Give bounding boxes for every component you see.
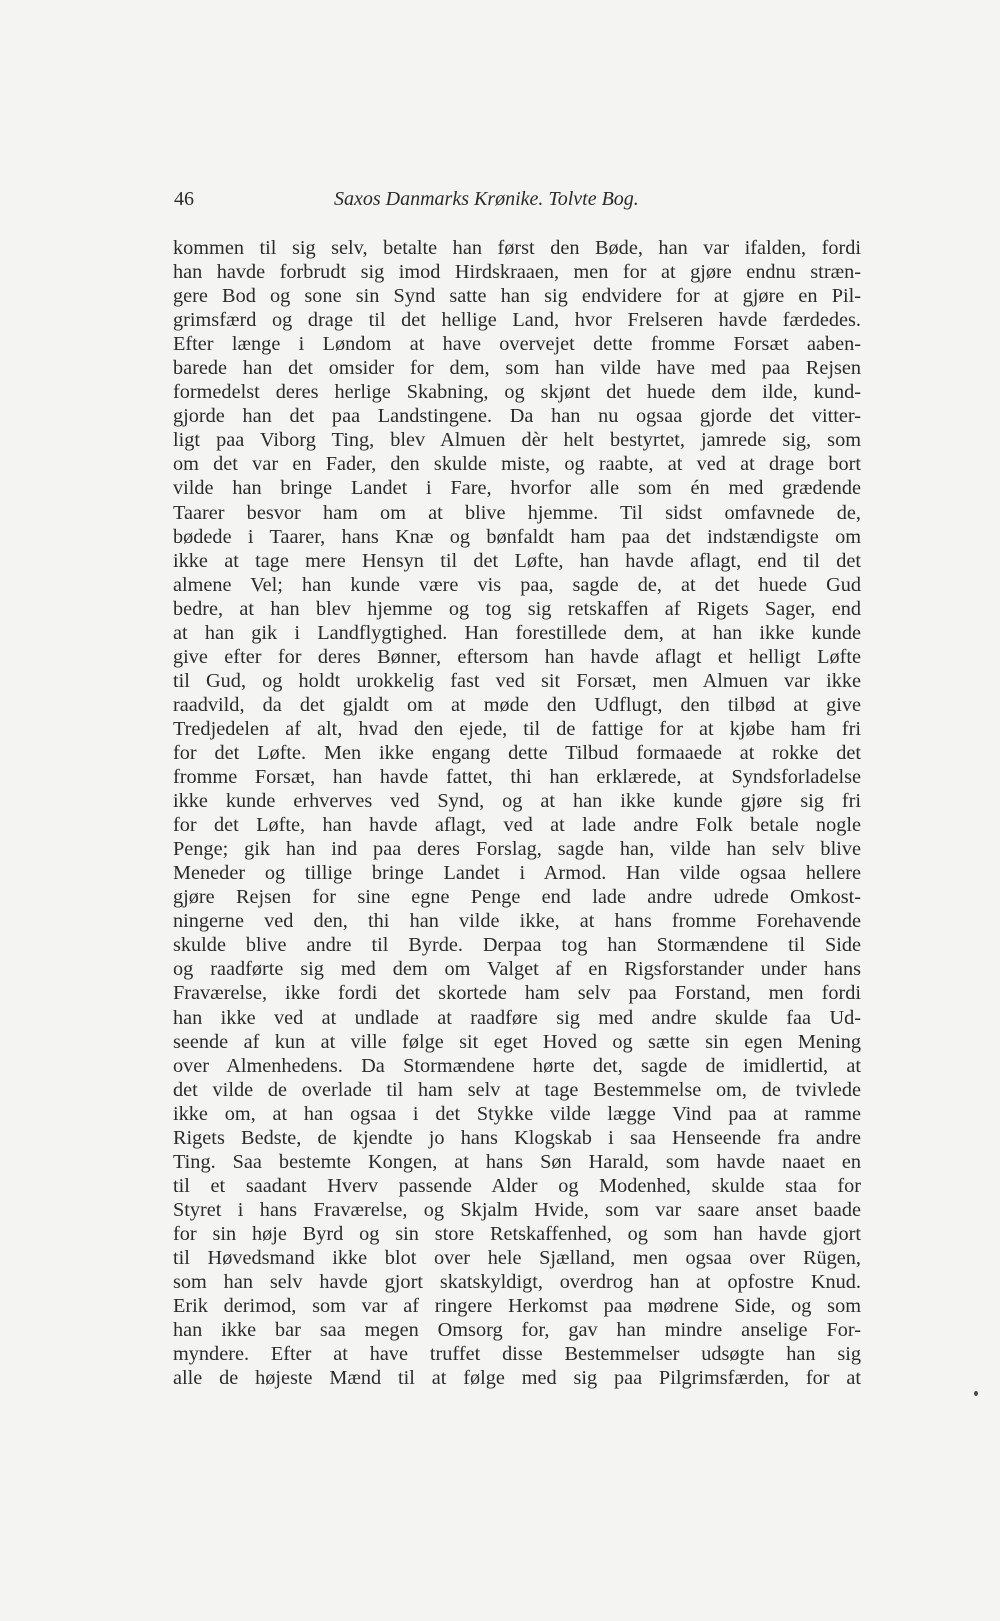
text-line: at han gik i Landflygtighed. Han forestillede dem, at han ikke kunde	[173, 621, 861, 644]
text-line: Taarer besvor ham om at blive hjemme. Til sidst omfavnede de,	[173, 501, 861, 524]
text-line: grimsfærd og drage til det hellige Land, hvor Frelseren havde færdedes.	[173, 309, 861, 332]
text-line: Styret i hans Fraværelse, og Skjalm Hvide, som var saare anset baade	[173, 1198, 861, 1221]
text-line: bødede i Taarer, hans Knæ og bønfaldt ham paa det indstændigste om	[173, 525, 861, 548]
print-speck	[974, 1391, 978, 1396]
text-line: Ting. Saa bestemte Kongen, at hans Søn Harald, som havde naaet en	[173, 1150, 861, 1173]
text-line: ningerne ved den, thi han vilde ikke, at hans fromme Forehavende	[173, 910, 861, 933]
text-line: formedelst deres herlige Skabning, og skjønt det huede dem ilde, kund-	[173, 381, 861, 404]
text-line: Penge; gik han ind paa deres Forslag, sagde han, vilde han selv blive	[173, 838, 861, 861]
text-line: ikke at tage mere Hensyn til det Løfte, han havde aflagt, end til det	[173, 549, 861, 572]
body-text	[173, 236, 861, 1390]
text-line: gjorde han det paa Landstingene. Da han nu ogsaa gjorde det vitter-	[173, 405, 861, 428]
text-line: for det Løfte, han havde aflagt, ved at lade andre Folk betale nogle	[173, 814, 861, 837]
text-line: alle de højeste Mænd til at følge med sig paa Pilgrimsfærden, for at	[173, 1367, 861, 1390]
text-line: barede han det omsider for dem, som han vilde have med paa Rejsen	[173, 357, 861, 380]
text-line: Tredjedelen af alt, hvad den ejede, til de fattige for at kjøbe ham fri	[173, 717, 861, 740]
text-line: for det Løfte. Men ikke engang dette Tilbud formaaede at rokke det	[173, 741, 861, 764]
text-line: han havde forbrudt sig imod Hirdskraaen, men for at gjøre endnu stræn-	[173, 261, 861, 284]
text-line: raadvild, da det gjaldt om at møde den Udflugt, den tilbød at give	[173, 693, 861, 716]
text-line: Fraværelse, ikke fordi det skortede ham selv paa Forstand, men fordi	[173, 982, 861, 1005]
text-line: gjøre Rejsen for sine egne Penge end lade andre udrede Omkost-	[173, 886, 861, 909]
text-line: til Gud, og holdt urokkelig fast ved sit Forsæt, men Almuen var ikke	[173, 669, 861, 692]
text-line: Erik derimod, som var af ringere Herkomst paa mødrene Side, og som	[173, 1295, 861, 1318]
text-line: som han selv havde gjort skatskyldigt, overdrog han at opfostre Knud.	[173, 1271, 861, 1294]
text-line: om det var en Fader, den skulde miste, og raabte, at ved at drage bort	[173, 453, 861, 476]
text-line: kommen til sig selv, betalte han først den Bøde, han var ifalden, fordi	[173, 237, 861, 259]
text-line: almene Vel; han kunde være vis paa, sagde de, at det huede Gud	[173, 573, 861, 596]
text-line: han ikke ved at undlade at raadføre sig med andre skulde faa Ud-	[173, 1006, 861, 1029]
page-number: 46	[174, 188, 194, 210]
text-line: til Høvedsmand ikke blot over hele Sjælland, men ogsaa over Rügen,	[173, 1246, 861, 1269]
text-line: gere Bod og sone sin Synd satte han sig endvidere for at gjøre en Pil-	[173, 285, 861, 308]
text-line: bedre, at han blev hjemme og tog sig retskaffen af Rigets Sager, end	[173, 597, 861, 620]
text-line: skulde blive andre til Byrde. Derpaa tog han Stormændene til Side	[173, 934, 861, 957]
text-line: Efter længe i Løndom at have overvejet dette fromme Forsæt aaben-	[173, 333, 861, 356]
text-line: seende af kun at ville følge sit eget Hoved og sætte sin egen Mening	[173, 1030, 861, 1053]
text-line: det vilde de overlade til ham selv at tage Bestemmelse om, de tvivlede	[173, 1078, 861, 1101]
text-line: for sin høje Byrd og sin store Retskaffenhed, og som han havde gjort	[173, 1222, 861, 1245]
text-line: ikke kunde erhverves ved Synd, og at han ikke kunde gjøre sig fri	[173, 790, 861, 813]
text-line: Rigets Bedste, de kjendte jo hans Klogskab i saa Henseende fra andre	[173, 1126, 861, 1149]
text-line: ligt paa Viborg Ting, blev Almuen dèr helt bestyrtet, jamrede sig, som	[173, 429, 861, 452]
text-line: vilde han bringe Landet i Fare, hvorfor alle som én med grædende	[173, 477, 861, 500]
text-line: fromme Forsæt, han havde fattet, thi han erklærede, at Syndsforladelse	[173, 766, 861, 789]
text-line: til et saadant Hverv passende Alder og Modenhed, skulde staa for	[173, 1174, 861, 1197]
running-head	[174, 188, 860, 218]
text-line: over Almenhedens. Da Stormændene hørte det, sagde de imidlertid, at	[173, 1054, 861, 1077]
text-line: Meneder og tillige bringe Landet i Armod. Han vilde ogsaa hellere	[173, 862, 861, 885]
text-line: give efter for deres Bønner, eftersom han havde aflagt et helligt Løfte	[173, 645, 861, 668]
text-line: ikke om, at han ogsaa i det Stykke vilde lægge Vind paa at ramme	[173, 1102, 861, 1125]
text-line: myndere. Efter at have truffet disse Bestemmelser udsøgte han sig	[173, 1343, 861, 1366]
running-title: Saxos Danmarks Krønike. Tolvte Bog.	[334, 188, 639, 210]
text-line: og raadførte sig med dem om Valget af en Rigsforstander under hans	[173, 958, 861, 981]
text-line: han ikke bar saa megen Omsorg for, gav han mindre anselige For-	[173, 1319, 861, 1342]
